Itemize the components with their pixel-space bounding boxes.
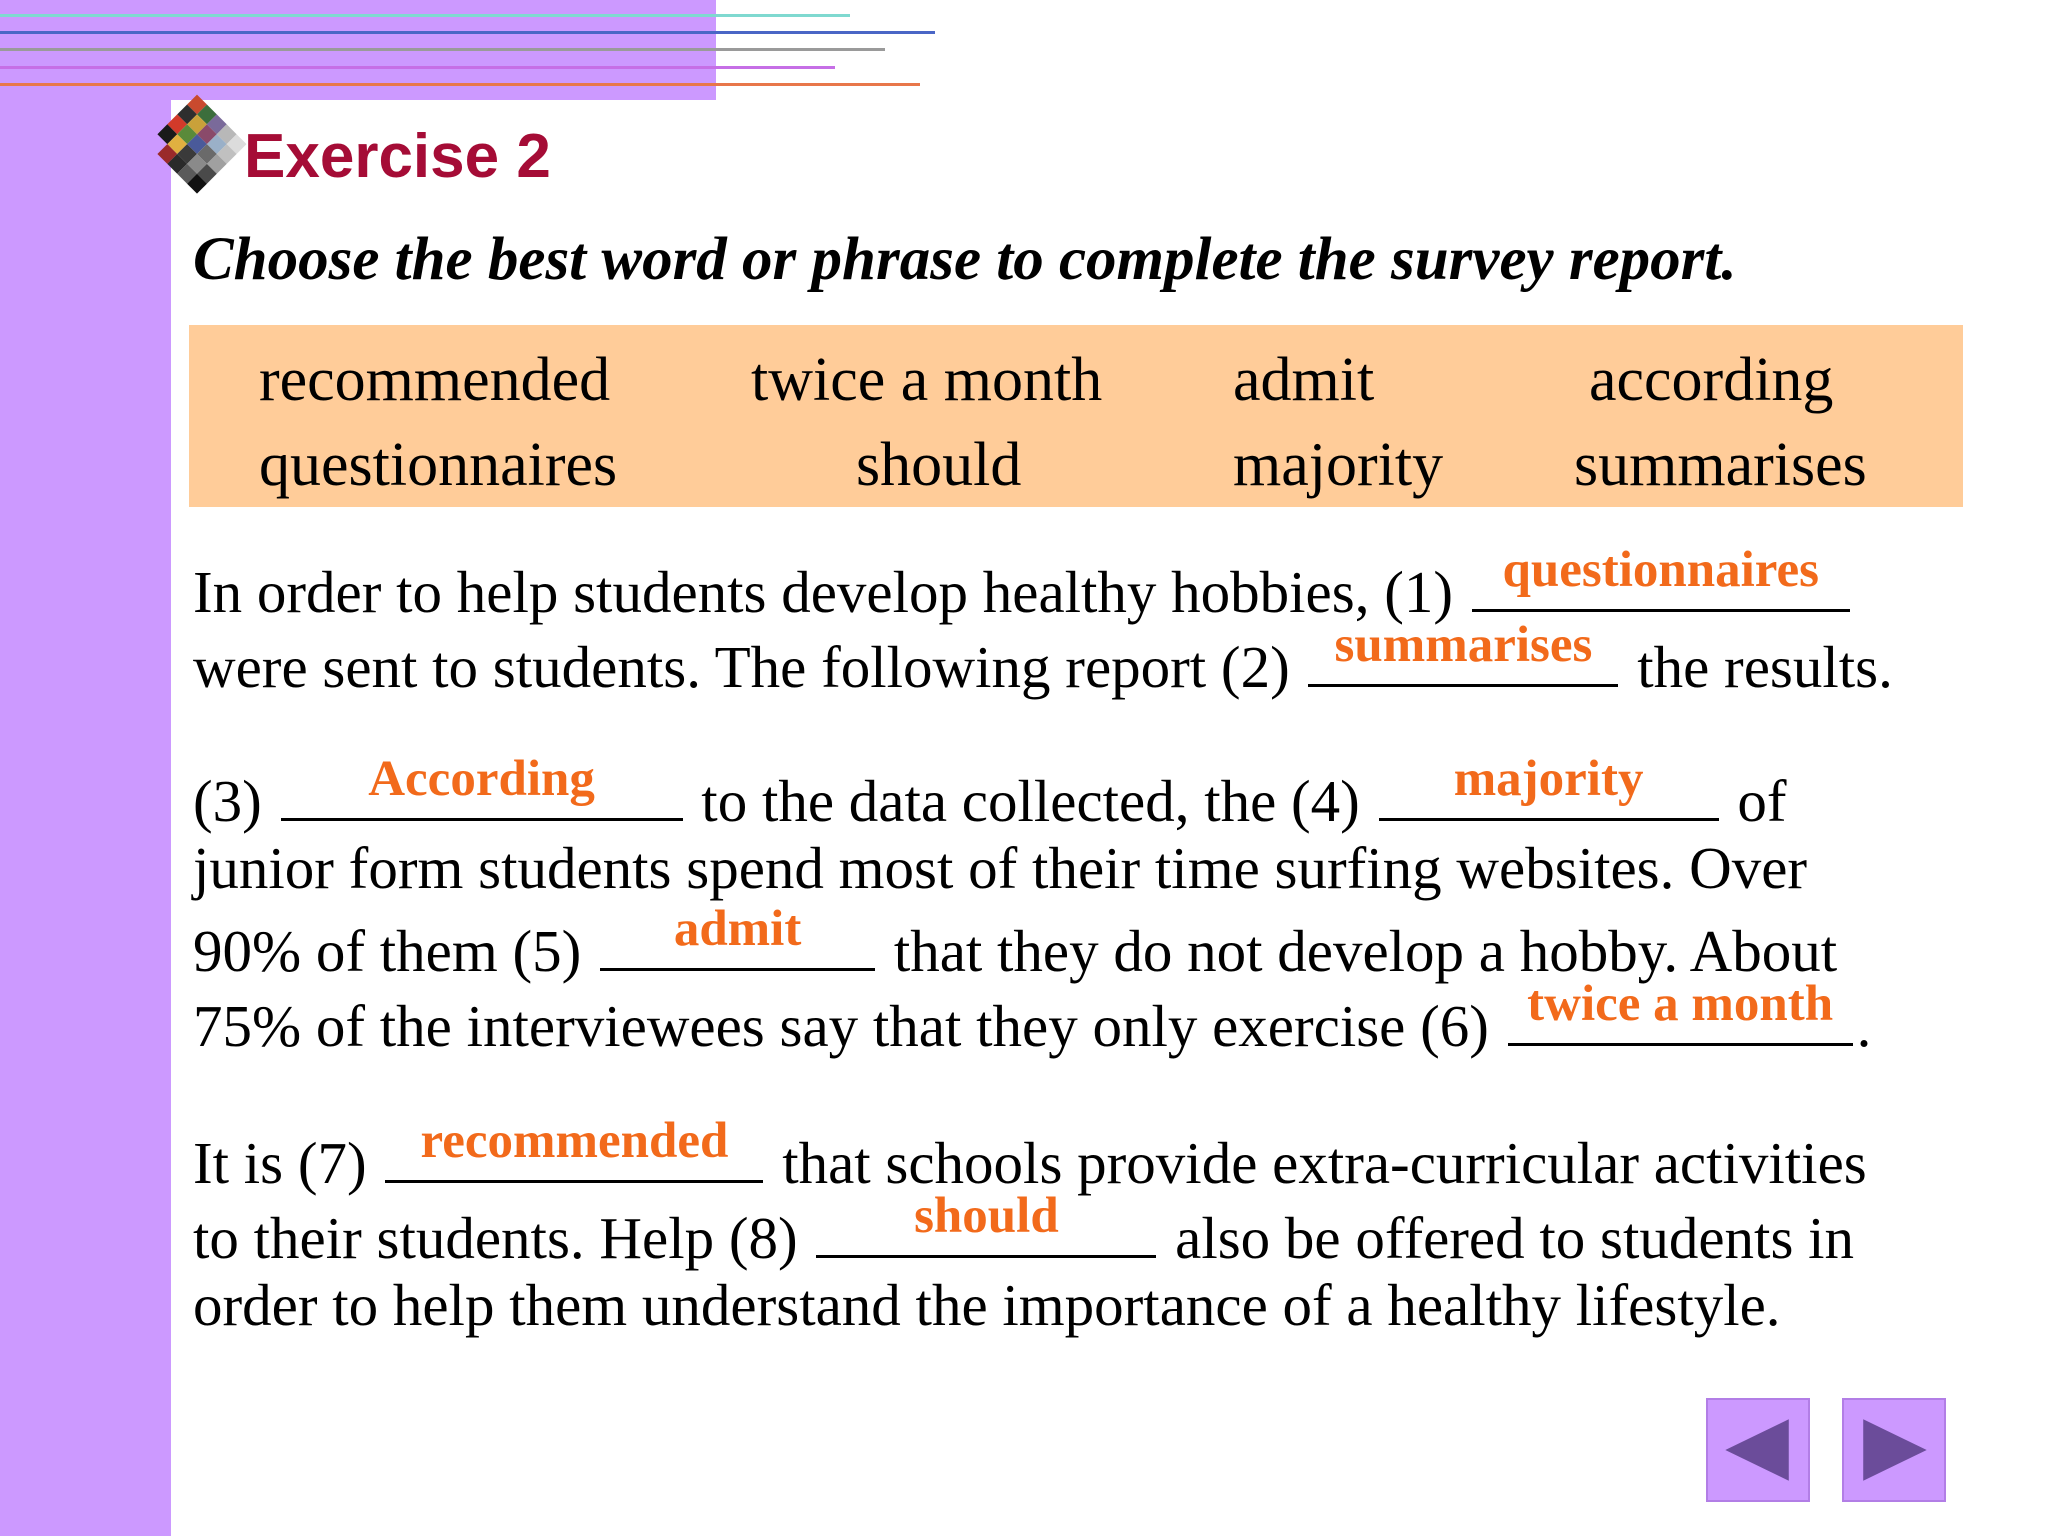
paragraph-text: junior form students spend most of their time surfing websites. Over <box>193 835 1808 901</box>
paragraph-text: also be offered to students in <box>1175 1205 1855 1271</box>
exercise-title: Exercise 2 <box>244 122 551 191</box>
paragraph-1 <box>193 542 1893 700</box>
paragraph-text: 75% of the interviewees say that they only exercise (6) <box>193 993 1489 1059</box>
paragraph-text: were sent to students. The following report (2) <box>193 634 1290 700</box>
word-bank <box>189 325 1963 507</box>
paragraph-text: of <box>1737 768 1787 834</box>
triangle-left-icon <box>1708 1400 1808 1500</box>
word-bank-item: majority <box>1233 431 1444 499</box>
paragraph-2 <box>193 751 1872 1059</box>
paragraph-text: the results. <box>1637 634 1893 700</box>
decor-line <box>0 66 835 69</box>
answer-4: majority <box>1453 751 1644 807</box>
word-bank-item: twice a month <box>751 346 1103 414</box>
word-bank-item: according <box>1589 346 1834 414</box>
answer-6: twice a month <box>1527 976 1834 1032</box>
answer-blank-3[interactable] <box>281 751 683 821</box>
answer-blank-8[interactable] <box>816 1188 1156 1258</box>
answer-blank-1[interactable] <box>1472 542 1850 612</box>
answer-blank-4[interactable] <box>1379 751 1719 821</box>
paragraph-text: In order to help students develop healthy hobbies, (1) <box>193 559 1454 625</box>
word-bank-item: admit <box>1233 346 1375 414</box>
word-bank-item: summarises <box>1574 431 1867 499</box>
answer-7: recommended <box>420 1113 729 1169</box>
word-bank-item: recommended <box>259 346 611 414</box>
instruction-text: Choose the best word or phrase to complete the survey report. <box>193 226 1737 293</box>
paragraph-text: that they do not develop a hobby. About <box>893 918 1838 984</box>
paragraph-3 <box>193 1113 1867 1343</box>
paragraph-text: It is (7) <box>193 1130 367 1196</box>
paragraph-text: that schools provide extra-curricular activities <box>782 1130 1867 1196</box>
paragraph-text: (3) <box>193 768 262 834</box>
answer-2: summarises <box>1334 617 1593 673</box>
next-slide-button[interactable] <box>1842 1398 1946 1502</box>
answer-blank-5[interactable] <box>600 901 875 971</box>
word-bank-item: questionnaires <box>259 431 618 499</box>
answer-1: questionnaires <box>1502 542 1819 598</box>
left-sidebar-decoration <box>0 0 171 1536</box>
paragraph-text: to the data collected, the (4) <box>701 768 1360 834</box>
previous-slide-button[interactable] <box>1706 1398 1810 1502</box>
answer-8: should <box>914 1188 1059 1244</box>
decor-line <box>0 14 850 17</box>
answer-3: According <box>368 751 595 807</box>
answer-blank-6[interactable] <box>1508 976 1853 1046</box>
answer-blank-7[interactable] <box>385 1113 763 1183</box>
decor-line <box>0 31 935 34</box>
answer-5: admit <box>673 901 802 957</box>
triangle-right-icon <box>1844 1400 1944 1500</box>
word-bank-item: should <box>856 431 1022 499</box>
paragraph-text: 90% of them (5) <box>193 918 582 984</box>
mosaic-logo-icon <box>138 84 256 224</box>
paragraph-text: to their students. Help (8) <box>193 1205 798 1271</box>
paragraph-text: order to help them understand the importance of a healthy lifestyle. <box>193 1272 1781 1338</box>
decor-line <box>0 48 885 51</box>
paragraph-text: . <box>1856 993 1872 1059</box>
answer-blank-2[interactable] <box>1308 617 1618 687</box>
